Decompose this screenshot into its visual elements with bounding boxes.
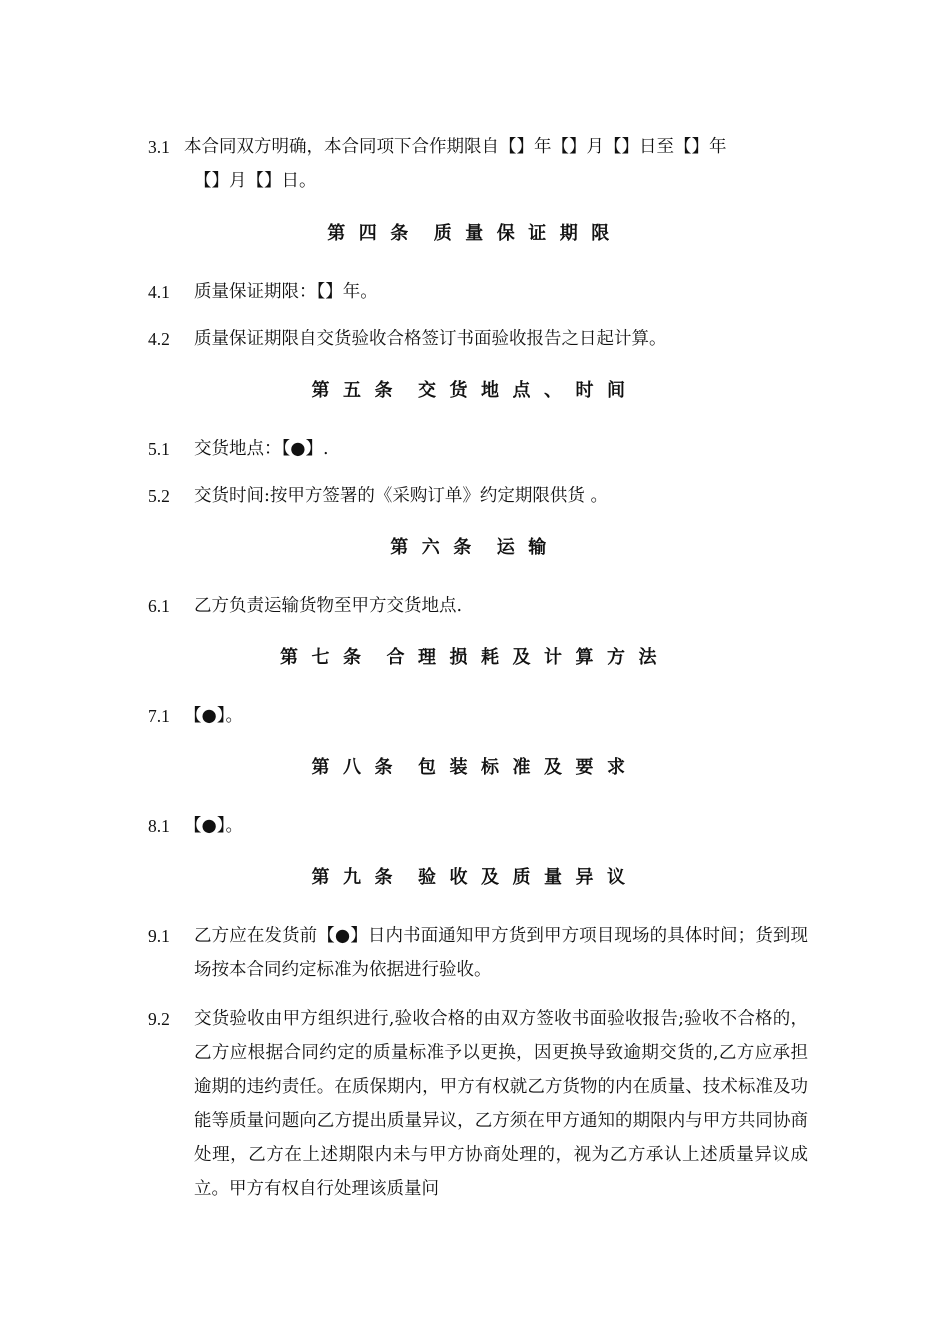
clause-5-2 xyxy=(148,479,808,513)
clause-text: 交货验收由甲方组织进行,验收合格的由双方签收书面验收报告;验收不合格的，乙方应根据合同约定的质量标准予以更换，因更换导致逾期交货的,乙方应承担逾期的违约责任。在质保期内，甲方有权就乙方货物的内在质量、技术标准及功能等质量问题向乙方提出质量异议，乙方须在甲方通知的期限内与甲方共同协商处理，乙方在上述期限内未与甲方协商处理的，视为乙方承认上述质量异议成立。甲方有权自行处理该质量问 xyxy=(194,1009,808,1199)
clause-7-1 xyxy=(148,699,808,733)
clause-8-1 xyxy=(148,809,808,843)
article-heading-7 xyxy=(0,643,950,673)
clause-4-1 xyxy=(148,275,808,309)
article-number: 第七条 xyxy=(280,647,375,668)
clause-text: 质量保证期限自交货验收合格签订书面验收报告之日起计算。 xyxy=(194,329,667,349)
clause-text-line-1: 本合同双方明确，本合同项下合作期限自【】年【】月【】日至【】年 xyxy=(184,137,727,157)
article-number: 第九条 xyxy=(311,867,406,888)
article-heading-9 xyxy=(0,863,950,893)
article-number: 第八条 xyxy=(311,757,406,778)
clause-number: 5.1 xyxy=(148,439,170,459)
clause-9-2 xyxy=(148,1002,808,1206)
clause-6-1 xyxy=(148,589,808,623)
clause-number: 6.1 xyxy=(148,596,170,616)
clause-3-1 xyxy=(148,130,808,198)
clause-number: 7.1 xyxy=(148,706,170,726)
article-title: 验收及质量异议 xyxy=(418,867,639,888)
article-heading-4 xyxy=(0,219,950,249)
article-heading-5 xyxy=(0,376,950,406)
clause-number: 9.1 xyxy=(148,926,170,946)
article-number: 第四条 xyxy=(327,223,422,244)
clause-5-1 xyxy=(148,432,808,466)
clause-text-line-2: 【】月【】日。 xyxy=(194,171,317,191)
article-title: 运输 xyxy=(496,537,560,558)
article-title: 合理损耗及计算方法 xyxy=(386,647,670,668)
clause-number: 5.2 xyxy=(148,486,170,506)
article-title: 包装标准及要求 xyxy=(418,757,639,778)
clause-number: 8.1 xyxy=(148,816,170,836)
clause-text: 交货时间:按甲方签署的《采购订单》约定期限供货 。 xyxy=(194,486,608,506)
article-title: 交货地点、时间 xyxy=(418,380,639,401)
clause-4-2 xyxy=(148,322,808,356)
article-title: 质量保证期限 xyxy=(433,223,623,244)
clause-9-1 xyxy=(148,919,808,987)
clause-text: 乙方负责运输货物至甲方交货地点. xyxy=(194,596,463,616)
clause-text: 【●】。 xyxy=(184,706,244,726)
article-number: 第五条 xyxy=(311,380,406,401)
clause-number: 4.1 xyxy=(148,282,170,302)
article-number: 第六条 xyxy=(390,537,485,558)
clause-number: 9.2 xyxy=(148,1009,170,1029)
clause-text: 质量保证期限：【】年。 xyxy=(194,282,378,302)
clause-number: 4.2 xyxy=(148,329,170,349)
clause-text: 乙方应在发货前【●】日内书面通知甲方货到甲方项目现场的具体时间；货到现场按本合同约定标准为依据进行验收。 xyxy=(194,926,808,980)
article-heading-8 xyxy=(0,753,950,783)
article-heading-6 xyxy=(0,533,950,563)
clause-number: 3.1 xyxy=(148,137,170,157)
clause-text: 【●】。 xyxy=(184,816,244,836)
clause-text: 交货地点：【●】. xyxy=(194,439,329,459)
